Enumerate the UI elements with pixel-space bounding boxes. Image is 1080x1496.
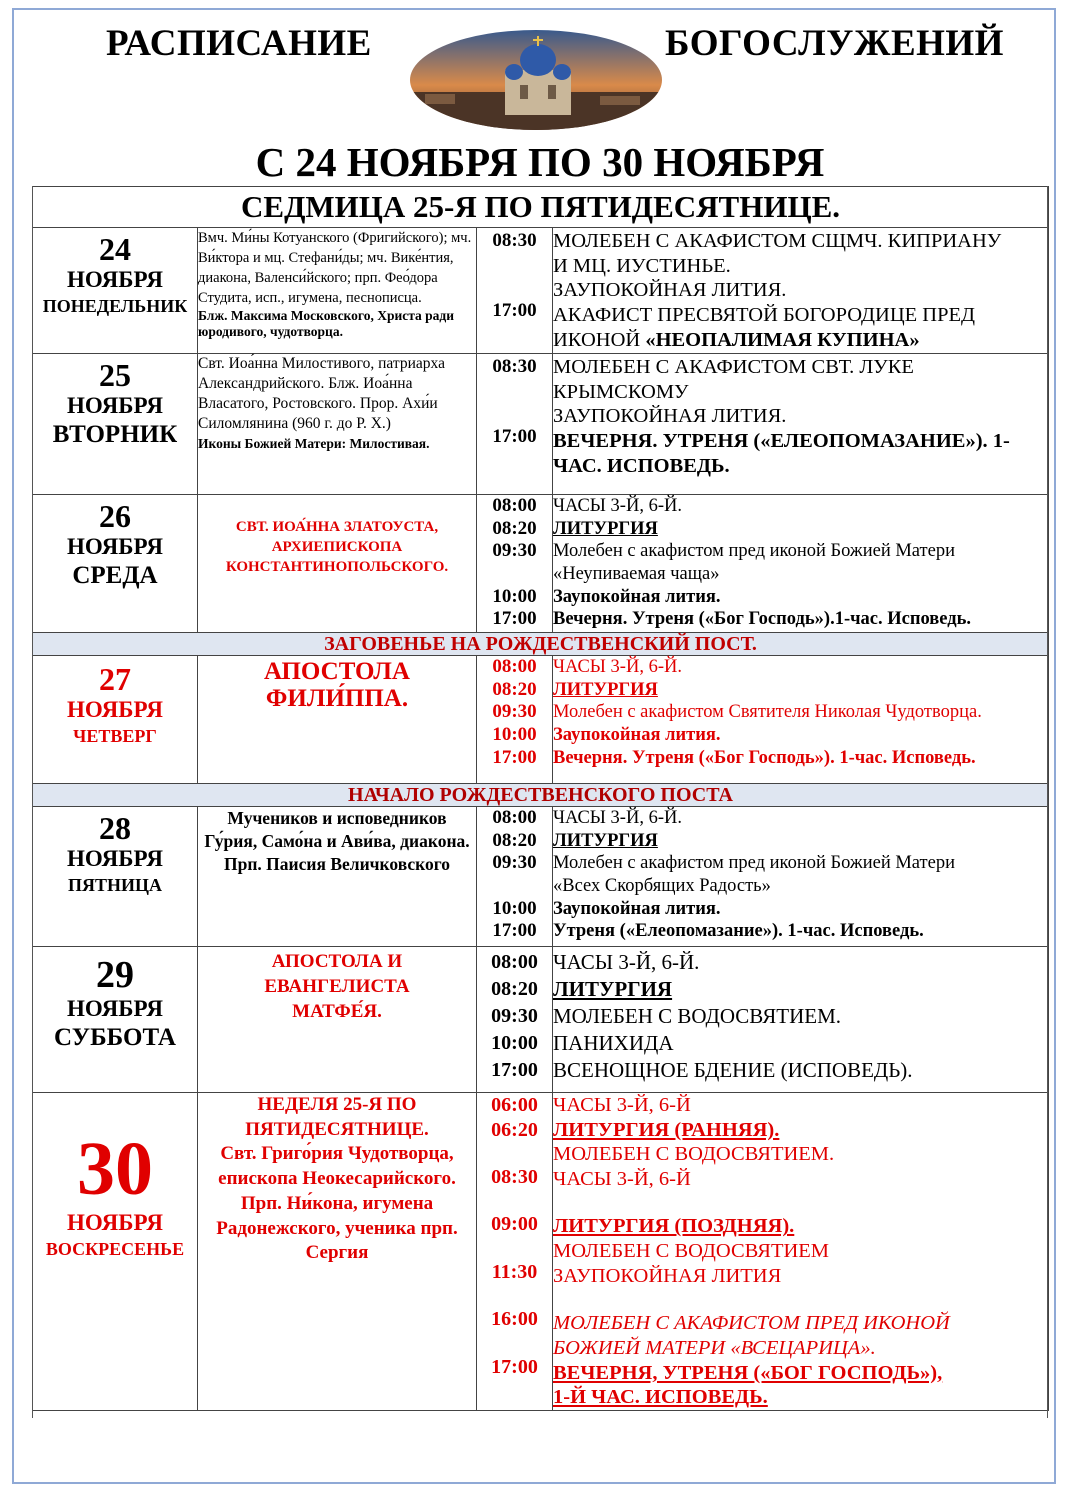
church-image (410, 30, 662, 130)
service-time: 06:00 (491, 1094, 538, 1116)
service-text: ЧАСЫ 3-Й, 6-Й (553, 1094, 691, 1116)
service-time: 09:30 (491, 1005, 538, 1027)
service-time: 17:00 (492, 746, 537, 768)
day-weekday: ВОСКРЕСЕНЬЕ (45, 1239, 185, 1259)
day-number: 27 (99, 661, 131, 697)
service-time: 10:00 (492, 585, 537, 607)
church-picture (410, 30, 662, 130)
saints-text: Вмч. Ми́ны Котуанского (Фригийского); мч. Ви́ктора и мц. Стефани́ды; мч. Вике́нтия, диакона, Валенси́йского; прп. Фео́дора Студита, исп., игумена, песнописца. (198, 230, 472, 306)
service-text: БОЖИЕЙ МАТЕРИ «ВСЕЦАРИЦА». (553, 1336, 876, 1359)
day-number: 29 (96, 954, 134, 996)
service-text: ИКОНОЙ (553, 328, 641, 351)
service-text-bold: «НЕОПАЛИМАЯ КУПИНА» (645, 328, 920, 351)
day-number: 30 (77, 1127, 153, 1211)
day-number: 24 (99, 231, 131, 267)
saints-text: АПОСТОЛА И ЕВАНГЕЛИСТА МАТФЕ́Я. (264, 951, 410, 1022)
title-right: БОГОСЛУЖЕНИЙ (665, 23, 1004, 64)
service-text: Заупокойная лития. (553, 586, 721, 607)
service-time: 06:20 (491, 1118, 538, 1141)
service-time: 09:30 (492, 852, 537, 874)
day-weekday: СУББОТА (54, 1024, 176, 1051)
day-month: НОЯБРЯ (67, 697, 163, 722)
service-text: ЛИТУРГИЯ (553, 830, 658, 851)
date-range: С 24 НОЯБРЯ ПО 30 НОЯБРЯ (255, 139, 825, 185)
saints-feast: НЕДЕЛЯ 25-Я ПО ПЯТИДЕСЯТНИЦЕ. (245, 1094, 429, 1140)
service-text: ЗАУПОКОЙНАЯ ЛИТИЯ. (553, 279, 787, 302)
service-time: 17:00 (492, 426, 537, 448)
saints-bold: Блж. Максима Московского, Христа ради юродивого, чудотворца. (198, 308, 455, 339)
service-text: ЧАСЫ 3-Й, 6-Й. (553, 657, 682, 677)
service-text: ВЕЧЕРНЯ. УТРЕНЯ («ЕЛЕОПОМАЗАНИЕ»). 1- (553, 430, 1010, 453)
service-text: ВЕЧЕРНЯ, УТРЕНЯ («БОГ ГОСПОДЬ»), (553, 1361, 943, 1384)
service-text: МОЛЕБЕН С ВОДОСВЯТИЕМ (553, 1240, 830, 1263)
service-time: 08:20 (492, 829, 537, 851)
service-text: ЛИТУРГИЯ (ПОЗДНЯЯ). (553, 1215, 795, 1238)
service-time: 17:00 (492, 608, 537, 630)
day-month: НОЯБРЯ (67, 267, 163, 292)
service-text: ЧАС. ИСПОВЕДЬ. (553, 454, 730, 477)
service-text: ПАНИХИДА (553, 1031, 674, 1055)
day-month: НОЯБРЯ (67, 1210, 163, 1235)
saints-text: СВТ. ИОА́ННА ЗЛАТОУСТА, АРХИЕПИСКОПА КОНСТАНТИНОПОЛЬСКОГО. (225, 519, 449, 575)
service-text: «Неупиваемая чаща» (553, 564, 720, 585)
service-text: АКАФИСТ ПРЕСВЯТОЙ БОГОРОДИЦЕ ПРЕД (553, 304, 975, 327)
service-time: 08:20 (492, 517, 537, 539)
service-time: 08:00 (492, 807, 537, 828)
service-text: ЗАУПОКОЙНАЯ ЛИТИЯ (553, 1264, 782, 1287)
service-time: 08:00 (492, 656, 537, 677)
service-time: 08:30 (491, 1166, 538, 1189)
service-text: 1-Й ЧАС. ИСПОВЕДЬ. (553, 1386, 768, 1409)
service-time: 08:00 (492, 495, 537, 516)
day-weekday: ВТОРНИК (52, 421, 178, 448)
day-number: 28 (99, 810, 131, 846)
service-time: 09:30 (492, 540, 537, 562)
service-time: 08:30 (492, 230, 537, 251)
day-month: НОЯБРЯ (67, 393, 163, 418)
service-text: Вечерня. Утреня («Бог Господь»). 1-час. Исповедь. (553, 747, 976, 768)
saints-text: Свт. Иоа́нна Милостивого, патриарха Александрийского. Блж. Иоа́нна Власатого, Ростовского. Прор. Ахи́и Силомлянина (960 г. до Р. Х.) (198, 355, 445, 432)
day-weekday: ЧЕТВЕРГ (73, 726, 157, 746)
title-left: РАСПИСАНИЕ (106, 23, 372, 64)
day-weekday: ПОНЕДЕЛЬНИК (42, 296, 188, 316)
service-text: МОЛЕБЕН С АКАФИСТОМ ПРЕД ИКОНОЙ (553, 1312, 950, 1335)
service-text: Вечерня. Утреня («Бог Господь»).1-час. Исповедь. (553, 609, 972, 630)
service-time: 17:00 (491, 1059, 538, 1081)
service-text: МОЛЕБЕН С ВОДОСВЯТИЕМ. (553, 1004, 842, 1028)
service-time: 17:00 (491, 1355, 538, 1378)
service-text: Заупокойная лития. (553, 898, 721, 919)
day-number: 25 (99, 357, 131, 393)
saints-bold: Иконы Божией Матери: Милостивая. (198, 436, 430, 451)
service-text: ЗАУПОКОЙНАЯ ЛИТИЯ. (553, 405, 787, 428)
service-text: ЛИТУРГИЯ (553, 679, 658, 700)
day-month: НОЯБРЯ (67, 534, 163, 559)
service-time: 11:30 (491, 1260, 538, 1283)
service-time: 10:00 (492, 897, 537, 919)
service-text: МОЛЕБЕН С ВОДОСВЯТИЕМ. (553, 1143, 835, 1166)
service-time: 09:00 (491, 1213, 538, 1236)
saints-bold: Прп. Паисия Величковского (224, 854, 450, 874)
day-month: НОЯБРЯ (67, 846, 163, 871)
saints-text: Свт. Григо́рия Чудотворца, епископа Неокесарийского. Прп. Ни́кона, игумена Радонежского, ученика прп. Сергия (216, 1143, 458, 1264)
service-time: 08:30 (492, 356, 537, 377)
service-text: Молебен с акафистом пред иконой Божией Матери (553, 541, 955, 562)
service-text: Утреня («Елеопомазание»). 1-час. Исповедь. (553, 921, 924, 942)
service-text: ЛИТУРГИЯ (РАННЯЯ). (553, 1118, 780, 1141)
service-time: 10:00 (492, 724, 537, 746)
service-text: ЧАСЫ 3-Й, 6-Й (553, 1168, 691, 1191)
service-text: ЧАСЫ 3-Й, 6-Й. (553, 808, 682, 828)
day-weekday: ПЯТНИЦА (67, 875, 162, 895)
service-text: ВСЕНОЩНОЕ БДЕНИЕ (ИСПОВЕДЬ). (553, 1058, 913, 1082)
service-time: 08:20 (491, 978, 538, 1000)
service-text: ЧАСЫ 3-Й, 6-Й. (553, 950, 700, 974)
service-text: ЛИТУРГИЯ (553, 518, 658, 539)
service-time: 08:20 (492, 678, 537, 700)
service-text: Молебен с акафистом Святителя Николая Чудотворца. (553, 702, 982, 723)
week-header: СЕДМИЦА 25-Я ПО ПЯТИДЕСЯТНИЦЕ. (33, 187, 1049, 228)
day-number: 26 (99, 498, 131, 534)
service-text: Заупокойная лития. (553, 725, 721, 746)
service-time: 09:30 (492, 701, 537, 723)
service-text: И МЦ. ИУСТИНЬЕ. (553, 254, 731, 277)
fast-eve-banner: ЗАГОВЕНЬЕ НА РОЖДЕСТВЕНСКИЙ ПОСТ. (33, 633, 1049, 656)
day-weekday: СРЕДА (72, 562, 158, 589)
table-side-lines (32, 186, 1048, 1418)
fast-start-banner: НАЧАЛО РОЖДЕСТВЕНСКОГО ПОСТА (33, 784, 1049, 807)
service-text: «Всех Скорбящих Радость» (553, 876, 771, 897)
service-time: 10:00 (491, 1032, 538, 1054)
saints-text: АПОСТОЛА ФИЛИ́ППА. (264, 658, 410, 712)
service-text: МОЛЕБЕН С АКАФИСТОМ СВТ. ЛУКЕ (553, 356, 914, 378)
service-text: МОЛЕБЕН С АКАФИСТОМ СЩМЧ. КИПРИАНУ (553, 230, 1002, 252)
service-time: 16:00 (491, 1308, 538, 1331)
service-time: 17:00 (492, 300, 537, 322)
service-time: 08:00 (491, 951, 538, 973)
day-month: НОЯБРЯ (67, 996, 163, 1021)
service-text: КРЫМСКОМУ (553, 380, 689, 403)
service-text: Молебен с акафистом пред иконой Божией Матери (553, 853, 955, 874)
service-time: 17:00 (492, 920, 537, 942)
saints-text: Мучеников и исповедников Гу́рия, Само́на и Ави́ва, диакона. (204, 808, 470, 851)
service-text: ЛИТУРГИЯ (553, 977, 673, 1001)
service-text: ЧАСЫ 3-Й, 6-Й. (553, 496, 682, 516)
